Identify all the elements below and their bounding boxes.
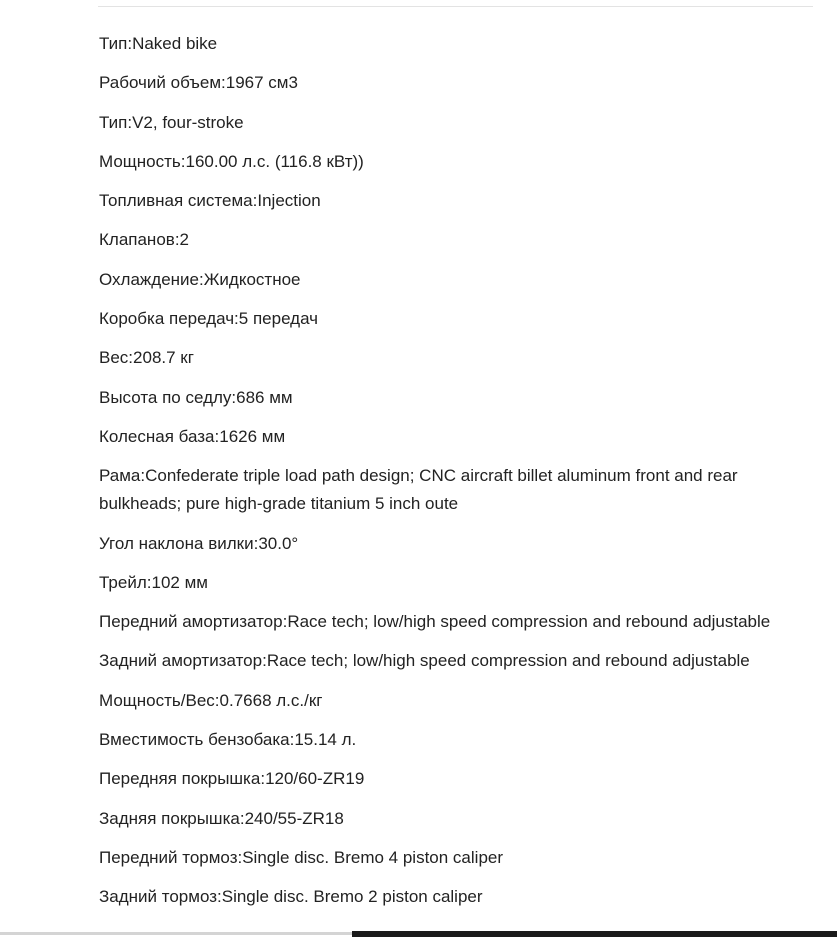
- spec-value: 102 мм: [151, 572, 208, 592]
- spec-label: Тип: [99, 34, 128, 53]
- spec-separator: :: [214, 690, 220, 710]
- spec-separator: :: [221, 73, 226, 93]
- spec-label: Коробка передач: [99, 309, 235, 329]
- spec-separator: :: [199, 269, 204, 289]
- spec-row-rear-tire: [99, 805, 824, 833]
- spec-separator: :: [260, 769, 266, 789]
- spec-label: Угол наклона вилки: [99, 533, 254, 553]
- spec-label: Передний амортизатор: [99, 612, 283, 632]
- spec-label: Высота по седлу: [99, 387, 232, 407]
- spec-value: Single disc. Bremo 4 piston caliper: [242, 847, 504, 867]
- spec-value: V2, four-stroke: [132, 112, 244, 132]
- spec-row-fuel-system: [99, 187, 824, 215]
- spec-separator: :: [289, 730, 295, 750]
- spec-separator: :: [128, 348, 134, 368]
- spec-separator: :: [214, 426, 220, 446]
- spec-value: 240/55-ZR18: [244, 808, 344, 828]
- spec-label: Вместимость бензобака: [99, 730, 290, 750]
- spec-value: Жидкостное: [203, 269, 301, 289]
- spec-row-weight: [99, 344, 824, 372]
- spec-value: 30.0°: [258, 533, 299, 553]
- spec-value: 1626 мм: [219, 426, 286, 446]
- spec-row-rear-brake: [99, 883, 824, 911]
- spec-row-rear-suspension: [99, 647, 824, 675]
- spec-label: Мощность: [99, 151, 181, 171]
- spec-separator: :: [262, 651, 267, 671]
- spec-list: [99, 30, 824, 923]
- spec-value: Single disc. Bremo 2 piston caliper: [221, 887, 483, 907]
- spec-row-front-tire: [99, 765, 824, 793]
- spec-label: Задняя покрышка: [99, 808, 240, 828]
- spec-label: Передний тормоз: [99, 847, 238, 867]
- spec-value: Race tech; low/high speed compression and rebound adjustable: [287, 612, 771, 632]
- spec-row-gearbox: [99, 305, 824, 333]
- spec-separator: :: [180, 151, 186, 171]
- spec-separator: :: [253, 533, 259, 553]
- spec-row-rake: [99, 530, 824, 558]
- spec-row-type: [99, 30, 824, 58]
- spec-label: Топливная система: [99, 191, 253, 211]
- spec-label: Рабочий объем: [99, 73, 222, 93]
- spec-separator: :: [234, 309, 239, 329]
- spec-value: Injection: [257, 191, 321, 211]
- spec-separator: :: [146, 572, 152, 592]
- spec-label: Передняя покрышка: [99, 769, 261, 789]
- spec-separator: :: [127, 112, 133, 132]
- spec-label: Мощность/Вес: [99, 690, 215, 710]
- spec-row-trail: [99, 569, 824, 597]
- spec-row-cooling: [99, 266, 824, 294]
- spec-value: 1967 см3: [225, 73, 298, 93]
- spec-row-frame: [99, 462, 824, 518]
- scrollbar-track[interactable]: [0, 932, 352, 935]
- spec-value: 2: [179, 230, 190, 250]
- top-divider: [98, 6, 813, 7]
- spec-row-valves: [99, 226, 824, 254]
- spec-row-fuel-capacity: [99, 726, 824, 754]
- spec-value: 686 мм: [236, 387, 293, 407]
- spec-separator: :: [217, 887, 222, 907]
- horizontal-scrollbar[interactable]: [0, 931, 837, 937]
- spec-label: Рама: [99, 466, 141, 486]
- spec-value: Naked bike: [132, 34, 218, 53]
- spec-value: 0.7668 л.с./кг: [219, 690, 323, 710]
- spec-label: Клапанов: [99, 230, 175, 250]
- spec-separator: :: [252, 191, 258, 211]
- spec-label: Колесная база: [99, 426, 215, 446]
- spec-separator: :: [231, 387, 237, 407]
- spec-value: Race tech; low/high speed compression and rebound adjustable: [266, 651, 750, 671]
- spec-label: Трейл: [99, 572, 147, 592]
- spec-label: Вес: [99, 348, 129, 368]
- spec-row-power-to-weight: [99, 687, 824, 715]
- spec-row-front-brake: [99, 844, 824, 872]
- spec-label: Охлаждение: [99, 269, 199, 289]
- spec-value: 15.14 л.: [294, 730, 357, 750]
- scrollbar-thumb[interactable]: [352, 931, 837, 937]
- spec-value: Confederate triple load path design; CNC aircraft billet aluminum front and rear bulkheads; pure high-grade titanium 5 inch oute: [99, 466, 738, 514]
- spec-row-engine-type: [99, 109, 824, 137]
- spec-row-power: [99, 148, 824, 176]
- spec-value: 5 передач: [238, 309, 319, 329]
- spec-row-front-suspension: [99, 608, 824, 636]
- spec-row-displacement: [99, 69, 824, 97]
- spec-value: 208.7 кг: [133, 348, 194, 368]
- spec-row-wheelbase: [99, 423, 824, 451]
- spec-separator: :: [239, 808, 245, 828]
- spec-value: 160.00 л.с. (116.8 кВт)): [185, 151, 364, 171]
- spec-row-seat-height: [99, 384, 824, 412]
- spec-label: Задний амортизатор: [99, 651, 263, 671]
- spec-label: Тип: [99, 112, 128, 132]
- spec-label: Задний тормоз: [99, 887, 217, 907]
- spec-separator: :: [237, 847, 243, 867]
- spec-separator: :: [127, 34, 133, 53]
- spec-value: 120/60-ZR19: [265, 769, 365, 789]
- spec-separator: :: [140, 466, 146, 486]
- spec-separator: :: [174, 230, 180, 250]
- spec-separator: :: [282, 612, 288, 632]
